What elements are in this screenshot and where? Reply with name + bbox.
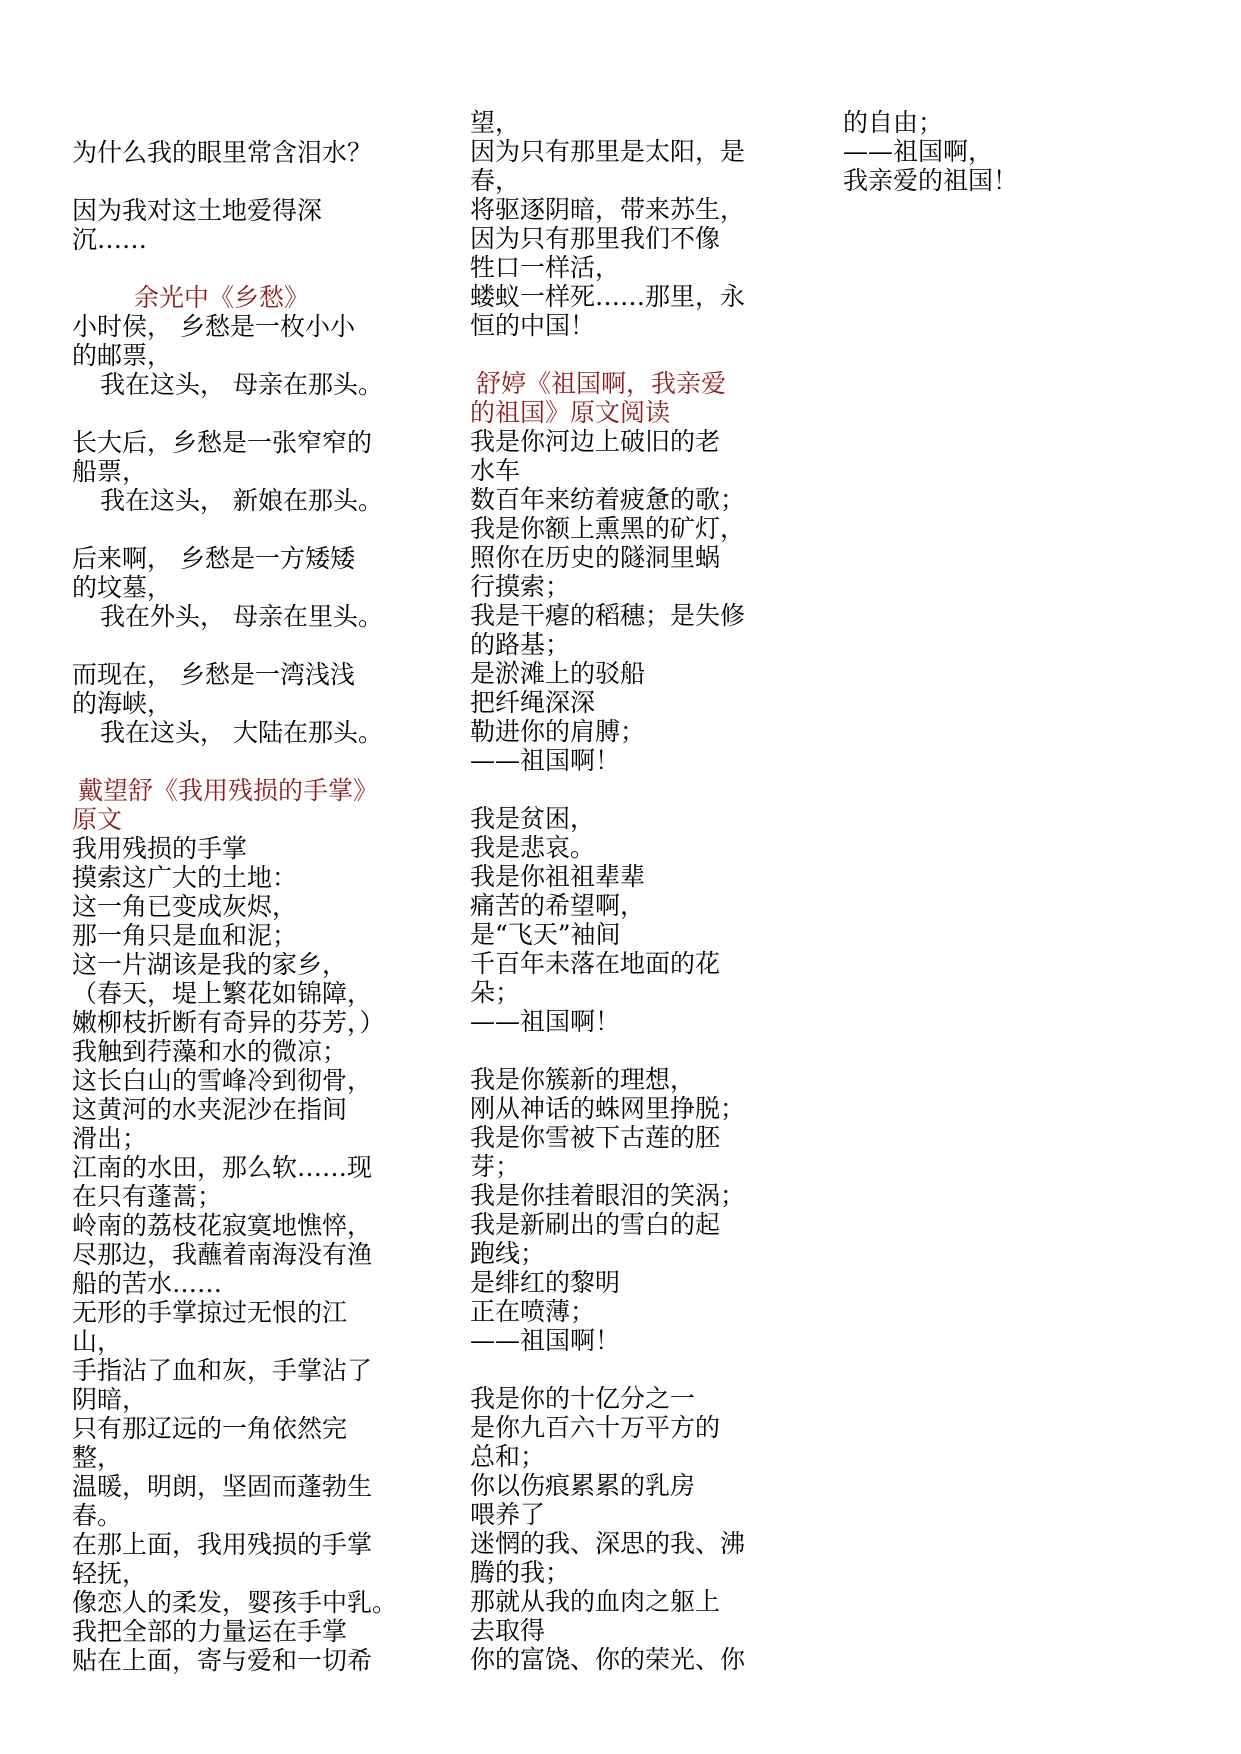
- text-line: 牲口一样活，: [470, 253, 621, 282]
- text-line: 像恋人的柔发，婴孩手中乳。: [72, 1588, 398, 1617]
- text-line: 这一角已变成灰烬，: [72, 892, 298, 921]
- text-line: 腾的我；: [470, 1558, 571, 1587]
- text-line: 的海峡，: [72, 689, 173, 718]
- text-line: 我是你挂着眼泪的笑涡；: [470, 1181, 746, 1210]
- text-line: 刚从神话的蛛网里挣脱；: [470, 1094, 746, 1123]
- text-line: ——祖国啊！: [470, 746, 621, 775]
- blank-line: [470, 775, 790, 804]
- text-line: 的自由；: [843, 108, 944, 137]
- text-line: 我是你额上熏黑的矿灯，: [470, 514, 746, 543]
- text-line: 无形的手掌掠过无恨的江: [72, 1298, 348, 1327]
- text-line: 照你在历史的隧洞里蜗: [470, 543, 721, 572]
- text-line: 千百年未落在地面的花: [470, 949, 721, 978]
- text-line: 是绯红的黎明: [470, 1268, 621, 1297]
- poem-heading: 舒婷《祖国啊，我亲爱: [476, 369, 727, 398]
- text-line: 我在这头， 母亲在那头。: [100, 370, 383, 399]
- text-line: 这一片湖该是我的家乡，: [72, 950, 348, 979]
- text-line: 因为只有那里是太阳，是: [470, 137, 746, 166]
- text-line: 春。: [72, 1501, 123, 1530]
- text-line: 的路基；: [470, 630, 571, 659]
- text-line: 阴暗，: [72, 1385, 148, 1414]
- poem-heading: 原文: [72, 805, 123, 834]
- text-line: 这黄河的水夹泥沙在指间: [72, 1095, 348, 1124]
- text-line: 小时侯， 乡愁是一枚小小: [72, 312, 355, 341]
- text-line: 沉……: [72, 225, 148, 254]
- text-line: 尽那边，我蘸着南海没有渔: [72, 1240, 373, 1269]
- text-line: 轻抚，: [72, 1559, 148, 1588]
- text-line: 长大后，乡愁是一张窄窄的: [72, 428, 373, 457]
- poem-heading: 戴望舒《我用残损的手掌》: [78, 776, 379, 805]
- text-line: 我是干瘪的稻穗；是失修: [470, 601, 746, 630]
- text-line: 去取得: [470, 1616, 546, 1645]
- text-line: 那就从我的血肉之躯上: [470, 1587, 721, 1616]
- text-line: 我在这头， 新娘在那头。: [100, 486, 383, 515]
- text-column-1: [72, 138, 417, 1675]
- text-line: 江南的水田，那么软……现: [72, 1153, 373, 1182]
- blank-line: [72, 631, 417, 660]
- text-line: 是淤滩上的驳船: [470, 659, 646, 688]
- text-line: 山，: [72, 1327, 123, 1356]
- text-line: 水车: [470, 456, 521, 485]
- text-line: 蝼蚁一样死……那里，永: [470, 282, 746, 311]
- text-line: 手指沾了血和灰，手掌沾了: [72, 1356, 373, 1385]
- text-line: 为什么我的眼里常含泪水？: [72, 138, 373, 167]
- text-line: （春天，堤上繁花如锦障，: [72, 979, 373, 1008]
- blank-line: [72, 399, 417, 428]
- text-line: 芽；: [470, 1152, 521, 1181]
- text-line: 而现在， 乡愁是一湾浅浅: [72, 660, 355, 689]
- text-line: 船的苦水……: [72, 1269, 223, 1298]
- text-line: 摸索这广大的土地：: [72, 863, 298, 892]
- text-line: 望，: [470, 108, 521, 137]
- text-line: 总和；: [470, 1442, 546, 1471]
- text-line: 我在这头， 大陆在那头。: [100, 718, 383, 747]
- text-line: 朵；: [470, 978, 521, 1007]
- text-line: ——祖国啊！: [470, 1007, 621, 1036]
- blank-line: [470, 1355, 790, 1384]
- text-line: 是你九百六十万平方的: [470, 1413, 721, 1442]
- text-line: 的坟墓，: [72, 573, 173, 602]
- text-line: 整，: [72, 1443, 123, 1472]
- text-line: 我把全部的力量运在手掌: [72, 1617, 348, 1646]
- blank-line: [470, 1036, 790, 1065]
- text-line: 我是你祖祖辈辈: [470, 862, 646, 891]
- text-line: 我是你的十亿分之一: [470, 1384, 696, 1413]
- text-line: 正在喷薄；: [470, 1297, 596, 1326]
- text-line: ——祖国啊！: [470, 1326, 621, 1355]
- text-line: 恒的中国！: [470, 311, 596, 340]
- poem-heading: 的祖国》原文阅读: [470, 398, 671, 427]
- text-line: 的邮票，: [72, 341, 173, 370]
- text-line: 你的富饶、你的荣光、你: [470, 1645, 746, 1674]
- text-line: 行摸索；: [470, 572, 571, 601]
- blank-line: [72, 515, 417, 544]
- text-line: 嫩柳枝折断有奇异的芬芳，）: [72, 1008, 385, 1037]
- text-line: 岭南的荔枝花寂寞地憔悴，: [72, 1211, 373, 1240]
- text-line: 喂养了: [470, 1500, 546, 1529]
- text-line: 春，: [470, 166, 521, 195]
- text-line: 那一角只是血和泥；: [72, 921, 298, 950]
- text-line: 后来啊， 乡愁是一方矮矮: [72, 544, 355, 573]
- blank-line: [72, 747, 417, 776]
- text-line: 我是贫困，: [470, 804, 596, 833]
- text-line: 我用残损的手掌: [72, 834, 248, 863]
- text-line: 只有那辽远的一角依然完: [72, 1414, 348, 1443]
- text-line: 跑线；: [470, 1239, 546, 1268]
- text-line: 因为我对这土地爱得深: [72, 196, 323, 225]
- text-line: 因为只有那里我们不像: [470, 224, 721, 253]
- text-line: 你以伤痕累累的乳房: [470, 1471, 696, 1500]
- text-line: 在只有蓬蒿；: [72, 1182, 223, 1211]
- text-line: 勒进你的肩膊；: [470, 717, 646, 746]
- text-line: 我亲爱的祖国！: [843, 166, 1019, 195]
- text-line: 这长白山的雪峰冷到彻骨，: [72, 1066, 373, 1095]
- text-line: 我触到荇藻和水的微凉；: [72, 1037, 348, 1066]
- text-line: 在那上面，我用残损的手掌: [72, 1530, 373, 1559]
- text-line: 贴在上面，寄与爱和一切希: [72, 1646, 373, 1675]
- text-line: 把纤绳深深: [470, 688, 596, 717]
- text-line: 迷惘的我、深思的我、沸: [470, 1529, 746, 1558]
- text-line: 将驱逐阴暗，带来苏生，: [470, 195, 746, 224]
- text-line: ——祖国啊，: [843, 137, 994, 166]
- text-line: 我是你雪被下古莲的胚: [470, 1123, 721, 1152]
- poem-heading: 余光中《乡愁》: [134, 283, 310, 312]
- text-line: 我是悲哀。: [470, 833, 596, 862]
- text-column-3: [843, 108, 1073, 195]
- text-line: 痛苦的希望啊，: [470, 891, 646, 920]
- text-line: 船票，: [72, 457, 148, 486]
- text-line: 滑出；: [72, 1124, 148, 1153]
- blank-line: [72, 254, 417, 283]
- blank-line: [72, 167, 417, 196]
- text-line: 我在外头， 母亲在里头。: [100, 602, 383, 631]
- text-line: 我是新刷出的雪白的起: [470, 1210, 721, 1239]
- text-line: 温暖，明朗，坚固而蓬勃生: [72, 1472, 373, 1501]
- blank-line: [470, 340, 790, 369]
- text-line: 我是你簇新的理想，: [470, 1065, 696, 1094]
- text-line: 是“飞天”袖间: [470, 920, 621, 949]
- text-line: 数百年来纺着疲惫的歌；: [470, 485, 746, 514]
- text-column-2: [470, 108, 790, 1674]
- text-line: 我是你河边上破旧的老: [470, 427, 721, 456]
